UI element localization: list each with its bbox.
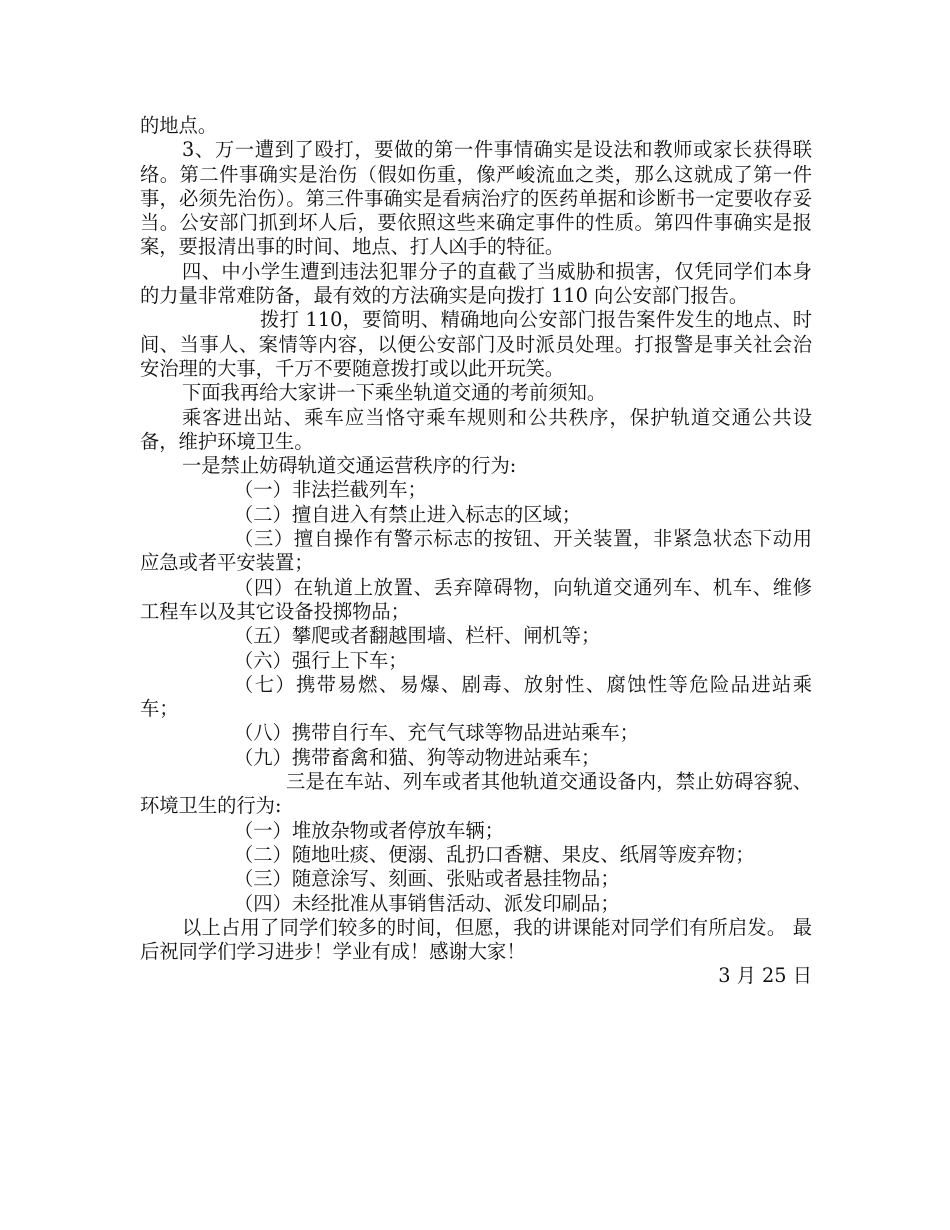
list-item: （一）非法拦截列车； [234,478,427,502]
list-item: （八）携带自行车、充气气球等物品进站乘车； [234,721,639,745]
paragraph-transit-intro: 下面我再给大家讲一下乘坐轨道交通的考前须知。 [182,381,607,405]
document-page [140,114,812,989]
list-item: （一）堆放杂物或者停放车辆； [234,818,504,842]
list-item: （六）强行上下车； [234,648,408,672]
list-item: （二）随地吐痰、便溺、乱扔口香糖、果皮、纸屑等废弃物； [234,842,755,866]
list-item: （七）携带易燃、易爆、剧毒、放射性、腐蚀性等危险品进站乘车； [140,672,812,721]
document-date: 3 月 25 日 [718,964,812,988]
paragraph-rule-three: 三是在车站、列车或者其他轨道交通设备内，禁止妨碍容貌、环境卫生的行为: [140,770,812,818]
paragraph-report-110: 四、中小学生遭到违法犯罪分子的直截了当威胁和损害，仅凭同学们本身的力量非常难防备，最有效的方法确实是向拨打 110 向公安部门报告。 [140,259,812,308]
list-item: （四）在轨道上放置、丢弃障碍物，向轨道交通列车、机车、维修工程车以及其它设备投掷物品； [140,575,812,623]
paragraph-passenger-rules: 乘客进出站、乘车应当恪守乘车规则和公共秩序，保护轨道交通公共设备，维护环境卫生。 [140,405,812,453]
list-item: （五）攀爬或者翻越围墙、栏杆、闸机等； [234,624,601,648]
paragraph-rule-one: 一是禁止妨碍轨道交通运营秩序的行为: [182,454,517,478]
list-item: （二）擅自进入有禁止进入标志的区域； [234,502,582,526]
list-item: （九）携带畜禽和猫、狗等动物进站乘车； [234,745,601,769]
list-item: （三）随意涂写、刻画、张贴或者悬挂物品； [234,867,620,891]
paragraph-assault-steps: 3、万一遭到了殴打，要做的第一件事情确实是设法和教师或家长获得联络。第二件事确实是治伤（假如伤重，像严峻流血之类，那么这就成了第一件事，必须先治伤）。第三件事确实是看病治疗的医药单据和诊断书一定要收存妥当。公安部门抓到坏人后，要依照这些来确定事件的性质。第四件事确实是报案，要报清出事的时间、地点、打人凶手的特征。 [140,138,812,259]
list-item: （四）未经批准从事销售活动、派发印刷品； [234,891,620,915]
paragraph-location-end: 的地点。 [140,114,218,137]
paragraph-closing: 以上占用了同学们较多的时间，但愿，我的讲课能对同学们有所启发。 最后祝同学们学习进步！学业有成！感谢大家！ [140,915,812,964]
paragraph-dial-110: 拨打 110，要简明、精确地向公安部门报告案件发生的地点、时间、当事人、案情等内容，以便公安部门及时派员处理。打报警是事关社会治安治理的大事，千万不要随意拨打或以此开玩笑。 [140,308,812,380]
list-item: （三）擅自操作有警示标志的按钮、开关装置，非紧急状态下动用应急或者平安装置； [140,527,812,575]
